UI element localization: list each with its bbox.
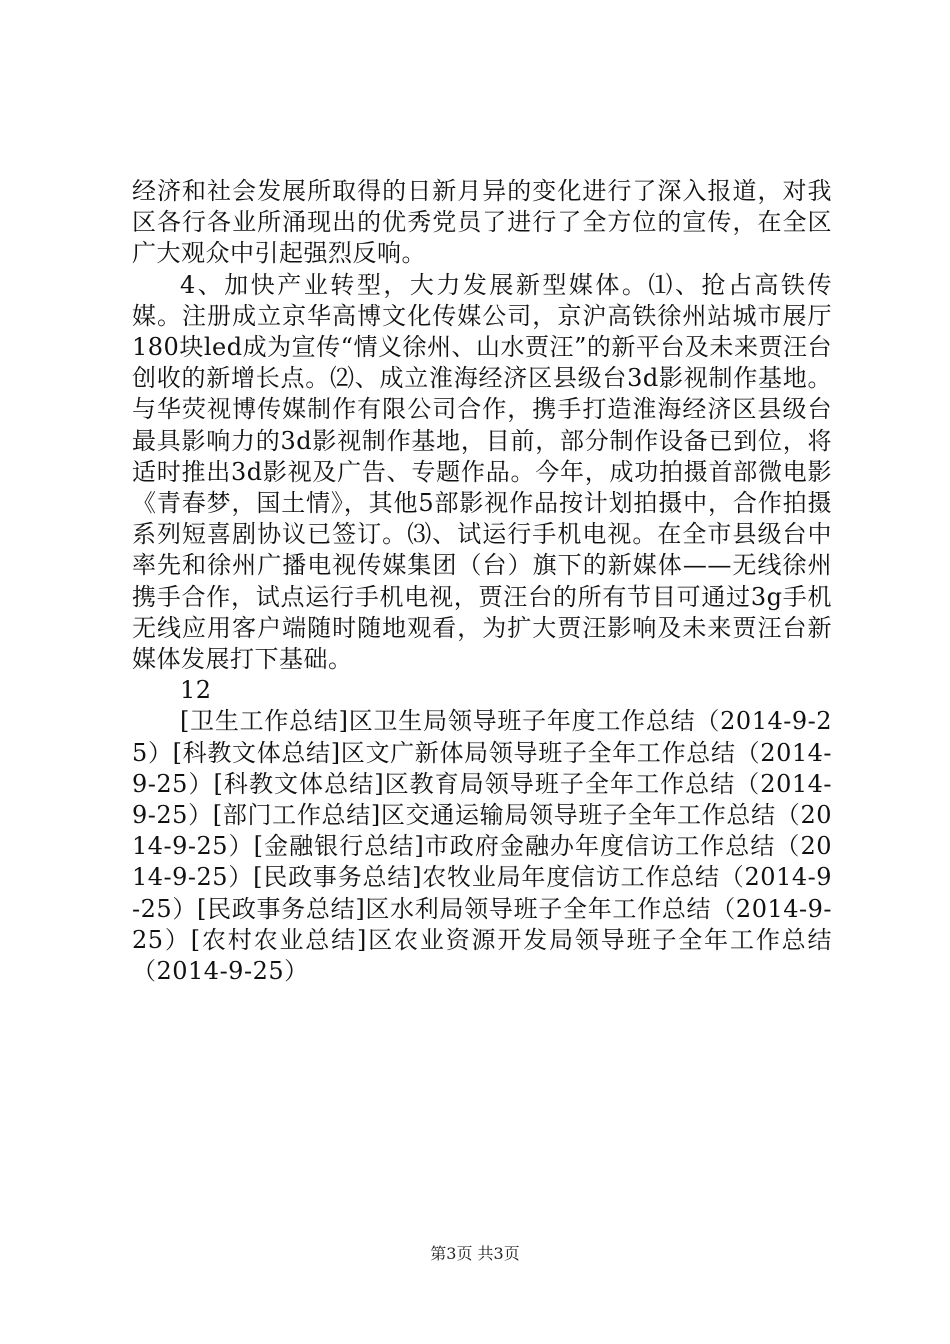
paragraph-new-media: 4、加快产业转型，大力发展新型媒体。⑴、抢占高铁传媒。注册成立京华高博文化传媒公司，京沪高铁徐州站城市展厅180块led成为宣传“情义徐州、山水贾汪”的新平台及未来贾汪台创收的新增长点。⑵、成立淮海经济区县级台3d影视制作基地。与华荧视博传媒制作有限公司合作，携手打造淮海经济区县级台最具影响力的3d影视制作基地，目前，部分制作设备已到位，将适时推出3d影视及广告、专题作品。今年，成功拍摄首部微电影《青春梦，国土情》，其他5部影视作品按计划拍摄中，合作拍摄系列短喜剧协议已签订。⑶、试运行手机电视。在全市县级台中率先和徐州广播电视传媒集团（台）旗下的新媒体——无线徐州携手合作，试点运行手机电视，贾汪台的所有节目可通过3g手机无线应用客户端随时随地观看，为扩大贾汪影响及未来贾汪台新媒体发展打下基础。	[132, 270, 832, 674]
paragraph-related-links: [卫生工作总结]区卫生局领导班子年度工作总结（2014-9-25）[科教文体总结]区文广新体局领导班子全年工作总结（2014-9-25）[科教文体总结]区教育局领导班子全年工作总结（2014-9-25）[部门工作总结]区交通运输局领导班子全年工作总结（2014-9-25）[金融银行总结]市政府金融办年度信访工作总结（2014-9-25）[民政事务总结]农牧业局年度信访工作总结（2014-9-25）[民政事务总结]区水利局领导班子全年工作总结（2014-9-25）[农村农业总结]区农业资源开发局领导班子全年工作总结（2014-9-25）	[132, 707, 832, 986]
paragraph-number: 12	[180, 676, 212, 705]
paragraph-continuation: 经济和社会发展所取得的日新月异的变化进行了深入报道，对我区各行各业所涌现出的优秀党员了进行了全方位的宣传，在全区广大观众中引起强烈反响。	[132, 177, 832, 268]
page-body	[132, 176, 832, 987]
page-number-footer: 第3页 共3页	[430, 1244, 520, 1263]
